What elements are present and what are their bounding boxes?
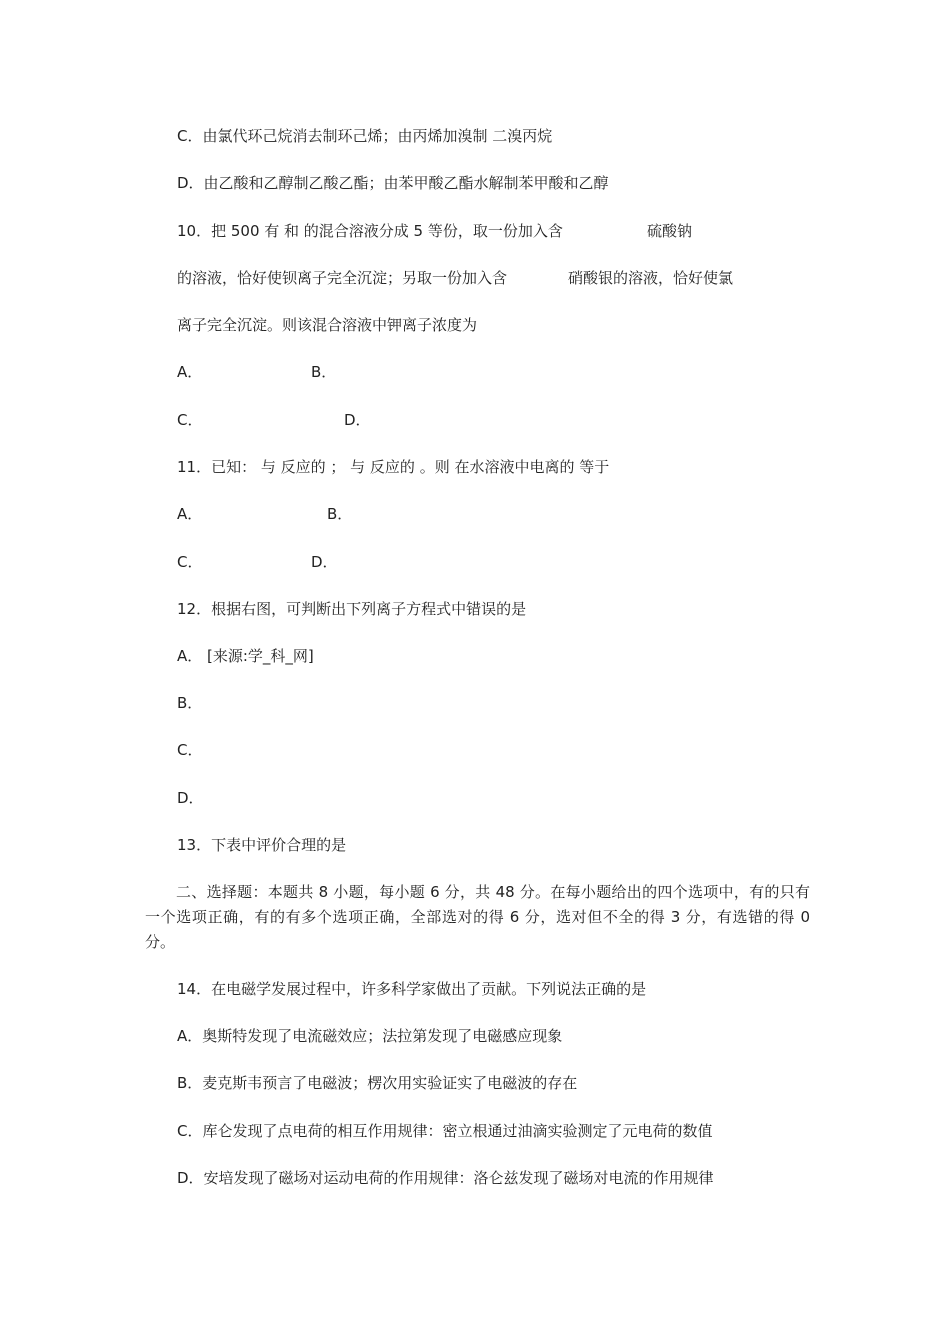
q10-stem-line1-end: 硫酸钠 — [647, 222, 693, 240]
section-two-instructions: 二、选择题：本题共 8 小题，每小题 6 分，共 48 分。在每小题给出的四个选项中，有的只有一个选项正确，有的有多个选项正确，全部选对的得 6 分，选对但不全的得 3 分，有选错的得 0 分。 — [145, 883, 810, 951]
q13-stem: 13．下表中评价合理的是 — [177, 836, 347, 854]
q10-stem-line1: 10．把 500 有 和 的混合溶液分成 5 等份，取一份加入含 — [177, 222, 563, 240]
q10-stem-line2-end: 硝酸银的溶液，恰好使氯 — [568, 269, 734, 287]
q12-option-c: C． — [177, 741, 203, 759]
q10-stem-line2: 的溶液，恰好使钡离子完全沉淀；另取一份加入含 — [177, 269, 508, 287]
q11-option-b: B． — [327, 505, 353, 523]
q11-option-d: D． — [311, 553, 338, 571]
q10-option-d: D． — [344, 411, 371, 429]
q14-option-a: A．奥斯特发现了电流磁效应；法拉第发现了电磁感应现象 — [177, 1027, 563, 1045]
q11-option-a: A． — [177, 505, 203, 523]
q10-option-c: C． — [177, 411, 203, 429]
q11-option-c: C． — [177, 553, 203, 571]
q14-option-d: D．安培发现了磁场对运动电荷的作用规律：洛仑兹发现了磁场对电流的作用规律 — [177, 1169, 714, 1187]
q12-option-d: D． — [177, 789, 204, 807]
q10-option-b: B． — [311, 363, 337, 381]
q12-option-b: B． — [177, 694, 203, 712]
q14-stem: 14．在电磁学发展过程中，许多科学家做出了贡献。下列说法正确的是 — [177, 980, 647, 998]
q14-option-c: C．库仑发现了点电荷的相互作用规律：密立根通过油滴实验测定了元电荷的数值 — [177, 1122, 713, 1140]
q9-option-d: D．由乙酸和乙醇制乙酸乙酯；由苯甲酸乙酯水解制苯甲酸和乙醇 — [177, 174, 609, 192]
q9-option-c: C．由氯代环己烷消去制环己烯；由丙烯加溴制 二溴丙烷 — [177, 127, 553, 145]
q10-option-a: A． — [177, 363, 203, 381]
q14-option-b: B．麦克斯韦预言了电磁波；楞次用实验证实了电磁波的存在 — [177, 1074, 578, 1092]
q10-stem-line3: 离子完全沉淀。则该混合溶液中钾离子浓度为 — [177, 316, 478, 334]
q12-stem: 12．根据右图，可判断出下列离子方程式中错误的是 — [177, 600, 527, 618]
q11-stem: 11．已知： 与 反应的 ； 与 反应的 。则 在水溶液中电离的 等于 — [177, 458, 610, 476]
q12-option-a: A． [来源:学_科_网] — [177, 647, 314, 665]
